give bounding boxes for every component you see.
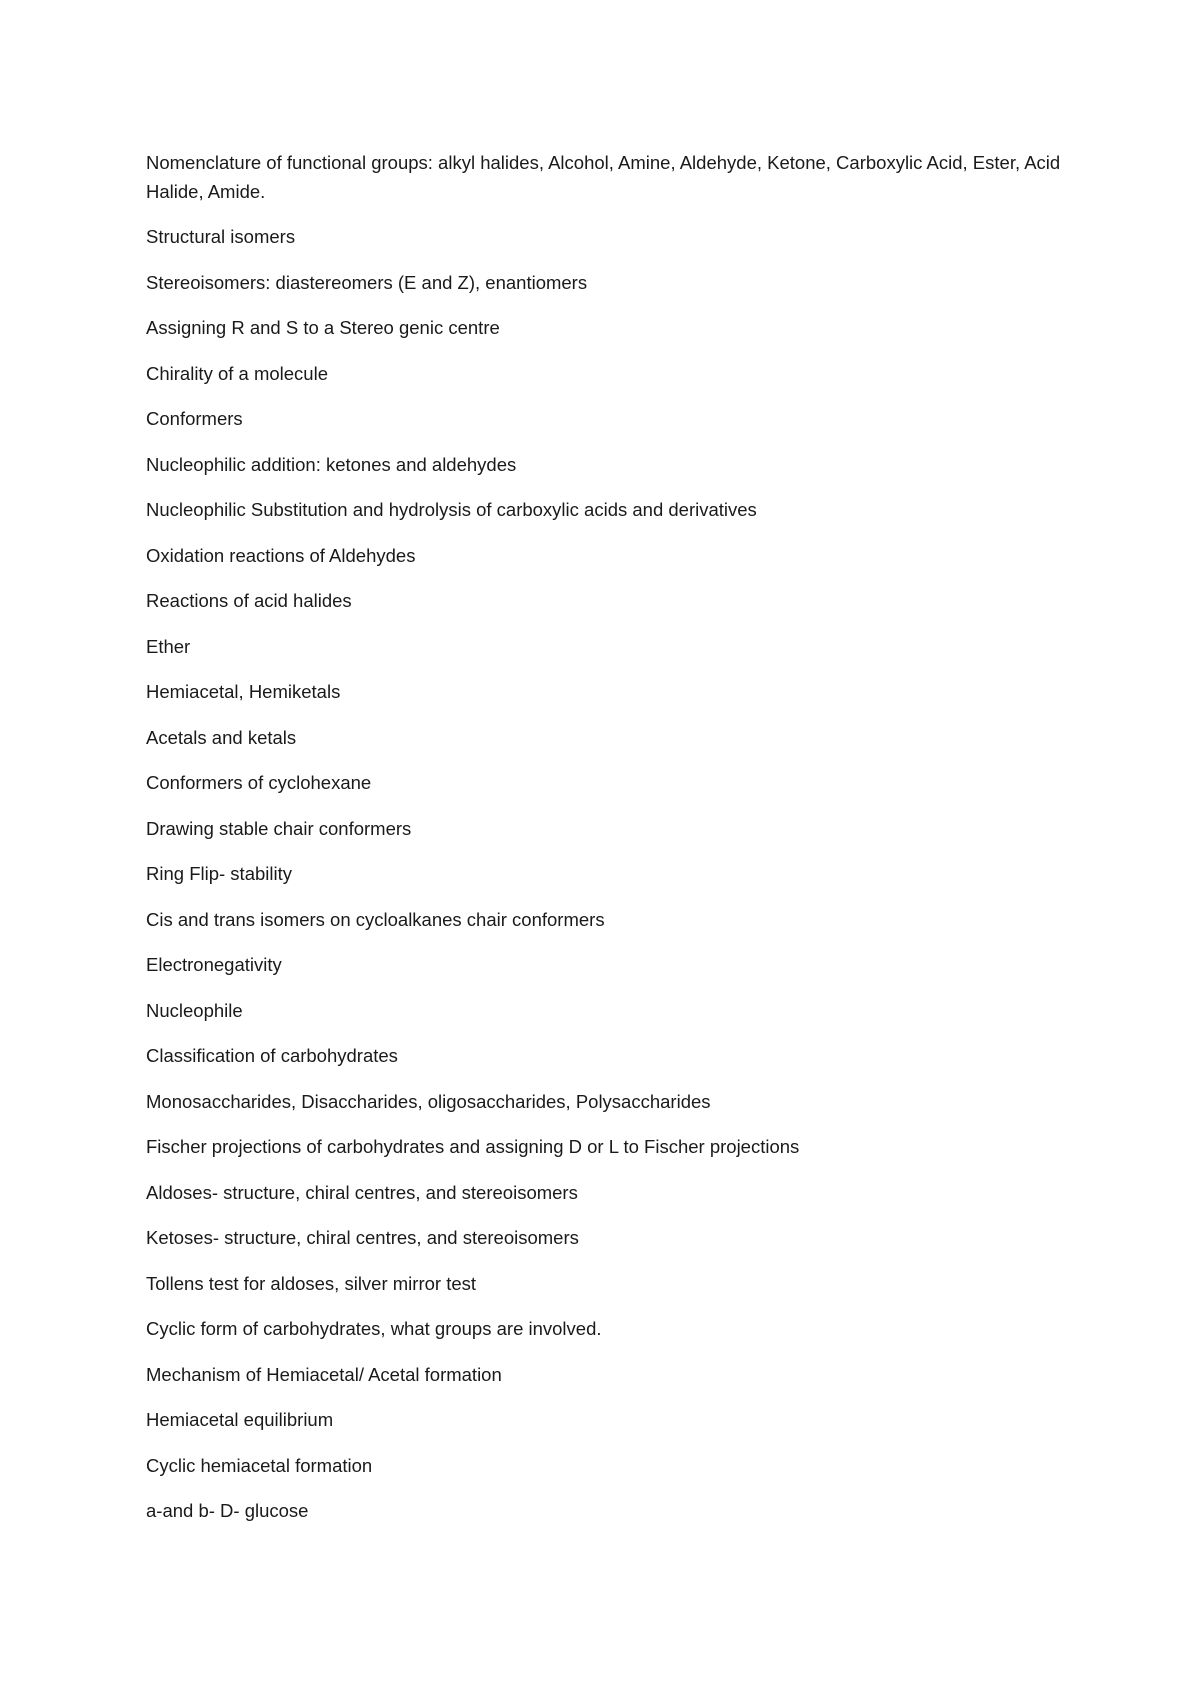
topic-line: Structural isomers xyxy=(146,226,296,247)
topic-line: Nucleophilic Substitution and hydrolysis of carboxylic acids and derivatives xyxy=(146,499,757,520)
topic-line: Chirality of a molecule xyxy=(146,362,328,384)
topic-list xyxy=(146,148,1066,1542)
topic-line-nomenclature: Nomenclature of functional groups: alkyl halides, Alcohol, Amine, Aldehyde, Ketone, Carboxylic Acid, Ester, Acid Halide, Amide. xyxy=(146,152,1061,202)
topic-line: Cyclic hemiacetal formation xyxy=(146,1454,373,1476)
topic-line: Hemiacetal equilibrium xyxy=(146,1409,334,1430)
topic-line: Cyclic form of carbohydrates, what groups are involved. xyxy=(146,1318,602,1339)
topic-line: Electronegativity xyxy=(146,954,282,975)
topic-line: Aldoses- structure, chiral centres, and stereoisomers xyxy=(146,1181,578,1203)
topic-line: Oxidation reactions of Aldehydes xyxy=(146,544,416,566)
topic-line: Classification of carbohydrates xyxy=(146,1045,398,1066)
topic-line: Conformers xyxy=(146,408,243,429)
topic-line: Tollens test for aldoses, silver mirror test xyxy=(146,1272,477,1294)
topic-line: Acetals and ketals xyxy=(146,726,297,748)
topic-line: Cis and trans isomers on cycloalkanes chair conformers xyxy=(146,908,605,930)
topic-line: Monosaccharides, Disaccharides, oligosaccharides, Polysaccharides xyxy=(146,1090,711,1112)
topic-line: Conformers of cyclohexane xyxy=(146,772,372,793)
topic-line: Assigning R and S to a Stereo genic centre xyxy=(146,317,500,338)
topic-line: Reactions of acid halides xyxy=(146,590,352,611)
topic-line: Hemiacetal, Hemiketals xyxy=(146,681,341,702)
topic-line: Drawing stable chair conformers xyxy=(146,817,412,839)
topic-line: Nucleophile xyxy=(146,999,243,1021)
topic-line: Stereoisomers: diastereomers (E and Z), enantiomers xyxy=(146,271,588,293)
topic-line: Nucleophilic addition: ketones and aldehydes xyxy=(146,453,517,475)
topic-line: Ring Flip- stability xyxy=(146,863,292,884)
topic-line: Ketoses- structure, chiral centres, and stereoisomers xyxy=(146,1227,579,1248)
topic-line: Fischer projections of carbohydrates and assigning D or L to Fischer projections xyxy=(146,1136,800,1157)
topic-line: Ether xyxy=(146,635,191,657)
topic-line: a-and b- D- glucose xyxy=(146,1500,309,1521)
topic-line: Mechanism of Hemiacetal/ Acetal formation xyxy=(146,1363,502,1385)
